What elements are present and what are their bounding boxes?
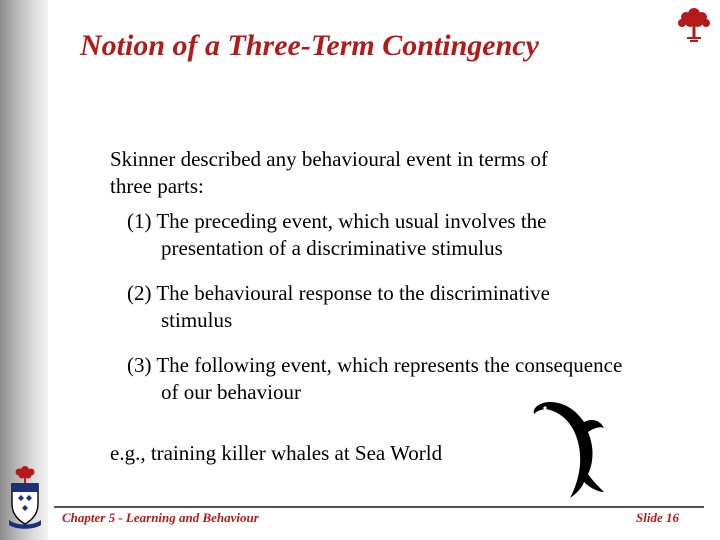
list-item-line-2: stimulus [161, 308, 233, 332]
footer-chapter: Chapter 5 - Learning and Behaviour [62, 510, 259, 525]
university-crest-icon [6, 464, 44, 530]
intro-line-2: three parts: [110, 174, 204, 198]
footer-divider [54, 506, 704, 508]
footer-slide-number: Slide 16 [636, 510, 679, 525]
tree-logo-icon [676, 4, 712, 44]
list-item-line-2: presentation of a discriminative stimulus [161, 236, 503, 260]
killer-whale-icon [528, 396, 608, 500]
list-item [127, 352, 707, 406]
list-item [127, 208, 707, 262]
example-text: e.g., training killer whales at Sea World [110, 441, 443, 465]
intro-line-1: Skinner described any behavioural event in terms of [110, 147, 548, 171]
list-item-line-2: of our behaviour [161, 380, 301, 404]
slide-title: Notion of a Three-Term Contingency [80, 29, 539, 62]
list-item-line-1: (1) The preceding event, which usual involves the [127, 209, 547, 233]
slide-body [110, 146, 710, 404]
intro-text [110, 146, 710, 200]
list-item-line-1: (2) The behavioural response to the discriminative [127, 281, 550, 305]
list-item [127, 280, 707, 334]
list-item-line-1: (3) The following event, which represents the consequence [127, 353, 623, 377]
sidebar-gradient [0, 0, 48, 540]
